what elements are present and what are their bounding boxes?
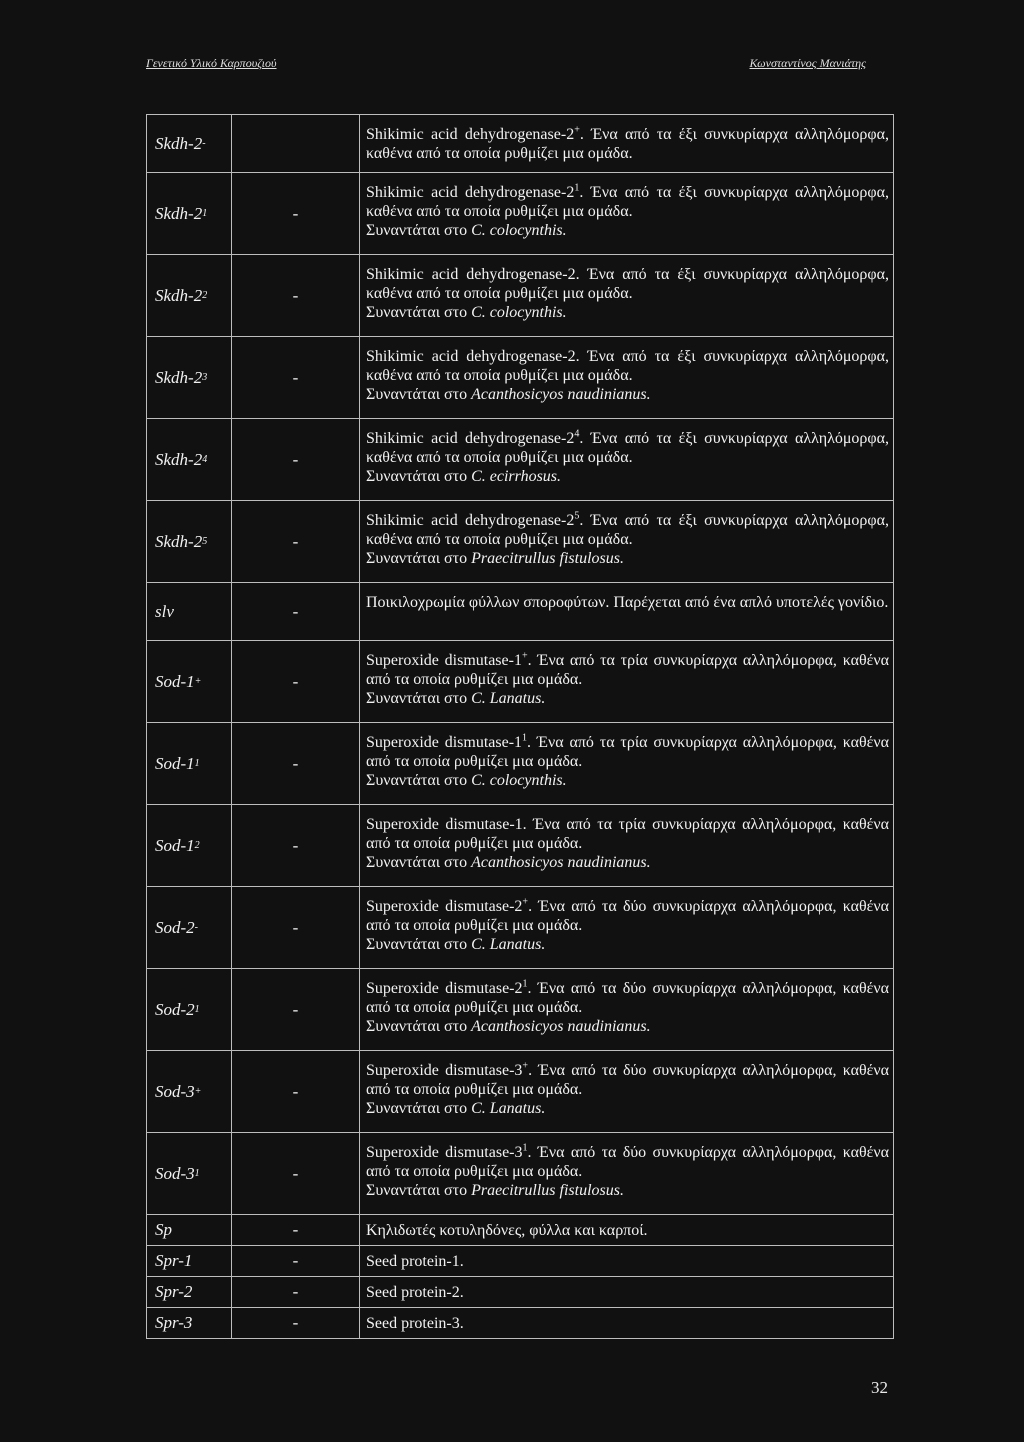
gene-symbol: Spr-2 bbox=[146, 1277, 232, 1307]
gene-symbol: Spr-3 bbox=[146, 1308, 232, 1338]
gene-mark: - bbox=[232, 723, 360, 804]
table-row bbox=[146, 172, 894, 254]
gene-mark: - bbox=[232, 1246, 360, 1276]
running-header-right: Κωνσταντίνος Μανιάτης bbox=[749, 56, 866, 70]
gene-symbol: Sod-1 1 bbox=[146, 723, 232, 804]
gene-symbol: Skdh-2 5 bbox=[146, 501, 232, 582]
table-row bbox=[146, 114, 894, 172]
gene-symbol: Skdh-2 4 bbox=[146, 419, 232, 500]
table-row bbox=[146, 1245, 894, 1276]
gene-description: Shikimic acid dehydrogenase-$2^1$. Ένα από τα έξι συνκυρίαρχα αλληλόμορφα, καθένα από τα οποία ρυθμίζει μια ομάδα. Συναντάται στο C. colocynthis. bbox=[360, 173, 894, 254]
gene-mark: - bbox=[232, 969, 360, 1050]
table-row bbox=[146, 500, 894, 582]
gene-description: Superoxide dismutase-$3^1$. Ένα από τα δύο συνκυρίαρχα αλληλόμορφα, καθένα από τα οποία ρυθμίζει μια ομάδα. Συναντάται στο Praecitrullus fistulosus. bbox=[360, 1133, 894, 1214]
gene-symbol: Sod-3 1 bbox=[146, 1133, 232, 1214]
table-row bbox=[146, 804, 894, 886]
gene-description: Superoxide dismutase-1. Ένα από τα τρία συνκυρίαρχα αλληλόμορφα, καθένα από τα οποία ρυθμίζει μια ομάδα. Συναντάται στο Acanthosicyos naudinianus. bbox=[360, 805, 894, 886]
gene-description: Seed protein-2. bbox=[360, 1277, 894, 1307]
gene-mark: - bbox=[232, 887, 360, 968]
gene-description: Superoxide dismutase-1+. Ένα από τα τρία συνκυρίαρχα αλληλόμορφα, καθένα από τα οποία ρυθμίζει μια ομάδα. Συναντάται στο C. Lanatus. bbox=[360, 641, 894, 722]
table-row bbox=[146, 1276, 894, 1307]
table-row bbox=[146, 1214, 894, 1245]
gene-description: Ποικιλοχρωμία φύλλων σποροφύτων. Παρέχεται από ένα απλό υποτελές γονίδιο. bbox=[360, 583, 894, 640]
gene-mark: - bbox=[232, 641, 360, 722]
gene-symbol: Sod-2 1 bbox=[146, 969, 232, 1050]
table-row bbox=[146, 1132, 894, 1214]
table-row bbox=[146, 418, 894, 500]
table-row bbox=[146, 722, 894, 804]
gene-mark: - bbox=[232, 173, 360, 254]
gene-description: Seed protein-3. bbox=[360, 1308, 894, 1338]
gene-symbol: Skdh-2 - bbox=[146, 115, 232, 172]
gene-mark: - bbox=[232, 1215, 360, 1245]
running-header-left: Γενετικό Υλικό Καρπουζιού bbox=[146, 56, 277, 70]
gene-description: Superoxide dismutase-2+. Ένα από τα δύο συνκυρίαρχα αλληλόμορφα, καθένα από τα οποία ρυθμίζει μια ομάδα. Συναντάται στο C. Lanatus. bbox=[360, 887, 894, 968]
gene-table bbox=[146, 114, 894, 1339]
page-number: 32 bbox=[871, 1378, 888, 1397]
gene-description: Shikimic acid dehydrogenase-$2^4$. Ένα από τα έξι συνκυρίαρχα αλληλόμορφα, καθένα από τα οποία ρυθμίζει μια ομάδα. Συναντάται στο C. ecirrhosus. bbox=[360, 419, 894, 500]
gene-description: Shikimic acid dehydrogenase-2. Ένα από τα έξι συνκυρίαρχα αλληλόμορφα, καθένα από τα οποία ρυθμίζει μια ομάδα. Συναντάται στο Acanthosicyos naudinianus. bbox=[360, 337, 894, 418]
gene-symbol: Sp bbox=[146, 1215, 232, 1245]
gene-mark: - bbox=[232, 1308, 360, 1338]
table-row bbox=[146, 582, 894, 640]
gene-mark: - bbox=[232, 419, 360, 500]
gene-symbol: Spr-1 bbox=[146, 1246, 232, 1276]
gene-description: Κηλιδωτές κοτυληδόνες, φύλλα και καρποί. bbox=[360, 1215, 894, 1245]
table-row bbox=[146, 640, 894, 722]
table-row bbox=[146, 886, 894, 968]
gene-symbol: Sod-3 + bbox=[146, 1051, 232, 1132]
gene-mark bbox=[232, 115, 360, 172]
gene-mark: - bbox=[232, 1277, 360, 1307]
gene-mark: - bbox=[232, 255, 360, 336]
gene-description: Superoxide dismutase-$1^1$. Ένα από τα τρία συνκυρίαρχα αλληλόμορφα, καθένα από τα οποία ρυθμίζει μια ομάδα. Συναντάται στο C. colocynthis. bbox=[360, 723, 894, 804]
gene-mark: - bbox=[232, 501, 360, 582]
gene-description: Shikimic acid dehydrogenase-$2^5$. Ένα από τα έξι συνκυρίαρχα αλληλόμορφα, καθένα από τα οποία ρυθμίζει μια ομάδα. Συναντάται στο Praecitrullus fistulosus. bbox=[360, 501, 894, 582]
gene-symbol: Sod-2 - bbox=[146, 887, 232, 968]
gene-mark: - bbox=[232, 1133, 360, 1214]
gene-symbol: Sod-1 2 bbox=[146, 805, 232, 886]
gene-symbol: Skdh-2 2 bbox=[146, 255, 232, 336]
gene-description: Shikimic acid dehydrogenase-2+. Ένα από τα έξι συνκυρίαρχα αλληλόμορφα, καθένα από τα οποία ρυθμίζει μια ομάδα. bbox=[360, 115, 894, 172]
gene-mark: - bbox=[232, 1051, 360, 1132]
table-row bbox=[146, 1307, 894, 1339]
gene-symbol: slv bbox=[146, 583, 232, 640]
gene-description: Shikimic acid dehydrogenase-2. Ένα από τα έξι συνκυρίαρχα αλληλόμορφα, καθένα από τα οποία ρυθμίζει μια ομάδα. Συναντάται στο C. colocynthis. bbox=[360, 255, 894, 336]
gene-description: Superoxide dismutase-3+. Ένα από τα δύο συνκυρίαρχα αλληλόμορφα, καθένα από τα οποία ρυθμίζει μια ομάδα. Συναντάται στο C. Lanatus. bbox=[360, 1051, 894, 1132]
gene-mark: - bbox=[232, 583, 360, 640]
gene-mark: - bbox=[232, 337, 360, 418]
gene-description: Seed protein-1. bbox=[360, 1246, 894, 1276]
table-row bbox=[146, 254, 894, 336]
gene-description: Superoxide dismutase-$2^1$. Ένα από τα δύο συνκυρίαρχα αλληλόμορφα, καθένα από τα οποία ρυθμίζει μια ομάδα. Συναντάται στο Acanthosicyos naudinianus. bbox=[360, 969, 894, 1050]
table-row bbox=[146, 336, 894, 418]
gene-mark: - bbox=[232, 805, 360, 886]
table-row bbox=[146, 1050, 894, 1132]
gene-symbol: Skdh-2 1 bbox=[146, 173, 232, 254]
gene-symbol: Sod-1 + bbox=[146, 641, 232, 722]
table-row bbox=[146, 968, 894, 1050]
gene-symbol: Skdh-2 3 bbox=[146, 337, 232, 418]
